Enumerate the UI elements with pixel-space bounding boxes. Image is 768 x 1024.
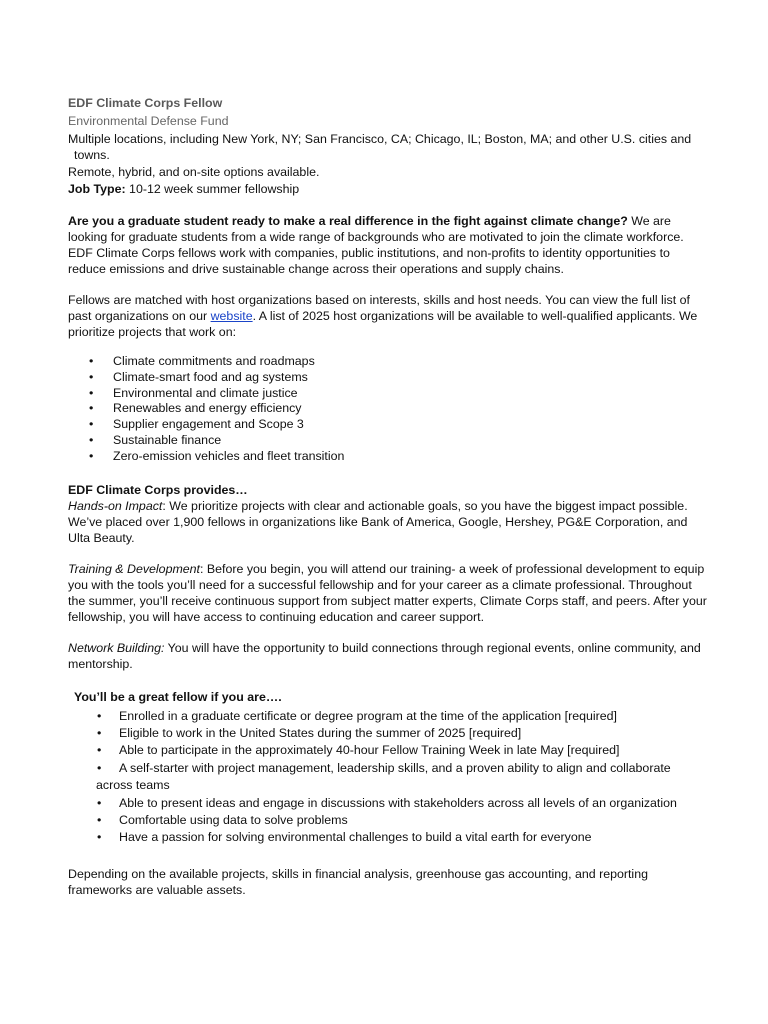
list-item: • Climate-smart food and ag systems	[68, 370, 708, 386]
training-text: : Before you begin, you will attend our training- a week of professional development to equip you with the tools you’ll need for a successful fellowship and for your career as a climate professional. Throughout the summer, you’ll receive continuous support from subject matter experts, Climate Corps staff, and peers. After your fellowship, you will have access to continuing education and career support.	[68, 561, 707, 624]
network-text: You will have the opportunity to build connections through regional events, online community, and mentorship.	[68, 640, 701, 671]
list-item	[68, 760, 708, 795]
list-item: • Supplier engagement and Scope 3	[68, 417, 708, 433]
matching-text-after: . A list of 2025 host organizations will be available to well-qualified applicants. We prioritize projects that work on:	[68, 309, 698, 339]
intro-lead: Are you a graduate student ready to make a real difference in the fight against climate change?	[68, 214, 628, 228]
list-item: • Comfortable using data to solve problems	[68, 812, 708, 829]
provides-heading: EDF Climate Corps provides…	[68, 482, 248, 497]
list-item: • Renewables and energy efficiency	[68, 401, 708, 417]
organization-name: Environmental Defense Fund	[68, 114, 229, 128]
qualifications-list	[68, 708, 708, 847]
training-label: Training & Development	[68, 561, 201, 576]
list-item: • Zero-emission vehicles and fleet transition	[68, 449, 708, 465]
job-posting	[68, 95, 708, 898]
list-item: • Sustainable finance	[68, 433, 708, 449]
list-item: • Environmental and climate justice	[68, 386, 708, 402]
project-areas-list	[68, 354, 708, 465]
network-paragraph	[68, 640, 708, 672]
intro-paragraph	[68, 213, 708, 277]
impact-paragraph	[68, 498, 708, 546]
list-item: • Climate commitments and roadmaps	[68, 354, 708, 370]
list-item-continuation: across teams	[96, 778, 170, 793]
list-item: • Enrolled in a graduate certificate or degree program at the time of the application [required]	[68, 708, 708, 725]
job-type-label: Job Type:	[68, 182, 126, 196]
matching-paragraph	[68, 292, 708, 340]
work-options: Remote, hybrid, and on-site options available.	[68, 165, 320, 179]
closing-paragraph: Depending on the available projects, skills in financial analysis, greenhouse gas accounting, and reporting frameworks are valuable assets.	[68, 866, 648, 897]
locations-text	[68, 131, 708, 163]
training-paragraph	[68, 561, 708, 625]
job-type	[68, 181, 708, 197]
matching-text-before: Fellows are matched with host organizations based on interests, skills and host needs. You can view the full list of past organizations on our	[68, 293, 690, 323]
list-item: • Able to participate in the approximately 40-hour Fellow Training Week in late May [required]	[68, 742, 708, 759]
intro-body: We are looking for graduate students from a wide range of backgrounds who are motivated to join the climate workforce. EDF Climate Corps fellows work with companies, public institutions, and non-profits to identity opportunities to reduce emissions and drive sustainable change across their operations and supply chains.	[68, 214, 684, 276]
great-fellow-heading: You’ll be a great fellow if you are….	[74, 689, 282, 704]
job-title: EDF Climate Corps Fellow	[68, 96, 223, 110]
list-item: • Have a passion for solving environmental challenges to build a vital earth for everyone	[68, 829, 708, 846]
locations-line-1: Multiple locations, including New York, NY; San Francisco, CA; Chicago, IL; Boston, MA; and other U.S. cities and	[68, 132, 692, 146]
job-type-value: 10-12 week summer fellowship	[125, 182, 300, 196]
list-item: • Able to present ideas and engage in discussions with stakeholders across all levels of an organization	[68, 795, 708, 812]
locations-line-2: towns.	[74, 148, 110, 162]
impact-text: : We prioritize projects with clear and actionable goals, so you have the biggest impact possible. We’ve placed over 1,900 fellows in organizations like Bank of America, Google, Hershey, PG&E Corporation, and Ulta Beauty.	[68, 498, 688, 545]
impact-label: Hands-on Impact	[68, 498, 163, 513]
network-label: Network Building:	[68, 640, 165, 655]
website-link[interactable]: website	[210, 309, 253, 323]
list-item-line: A self-starter with project management, leadership skills, and a proven ability to align and collaborate	[119, 760, 671, 775]
list-item: • Eligible to work in the United States during the summer of 2025 [required]	[68, 725, 708, 742]
